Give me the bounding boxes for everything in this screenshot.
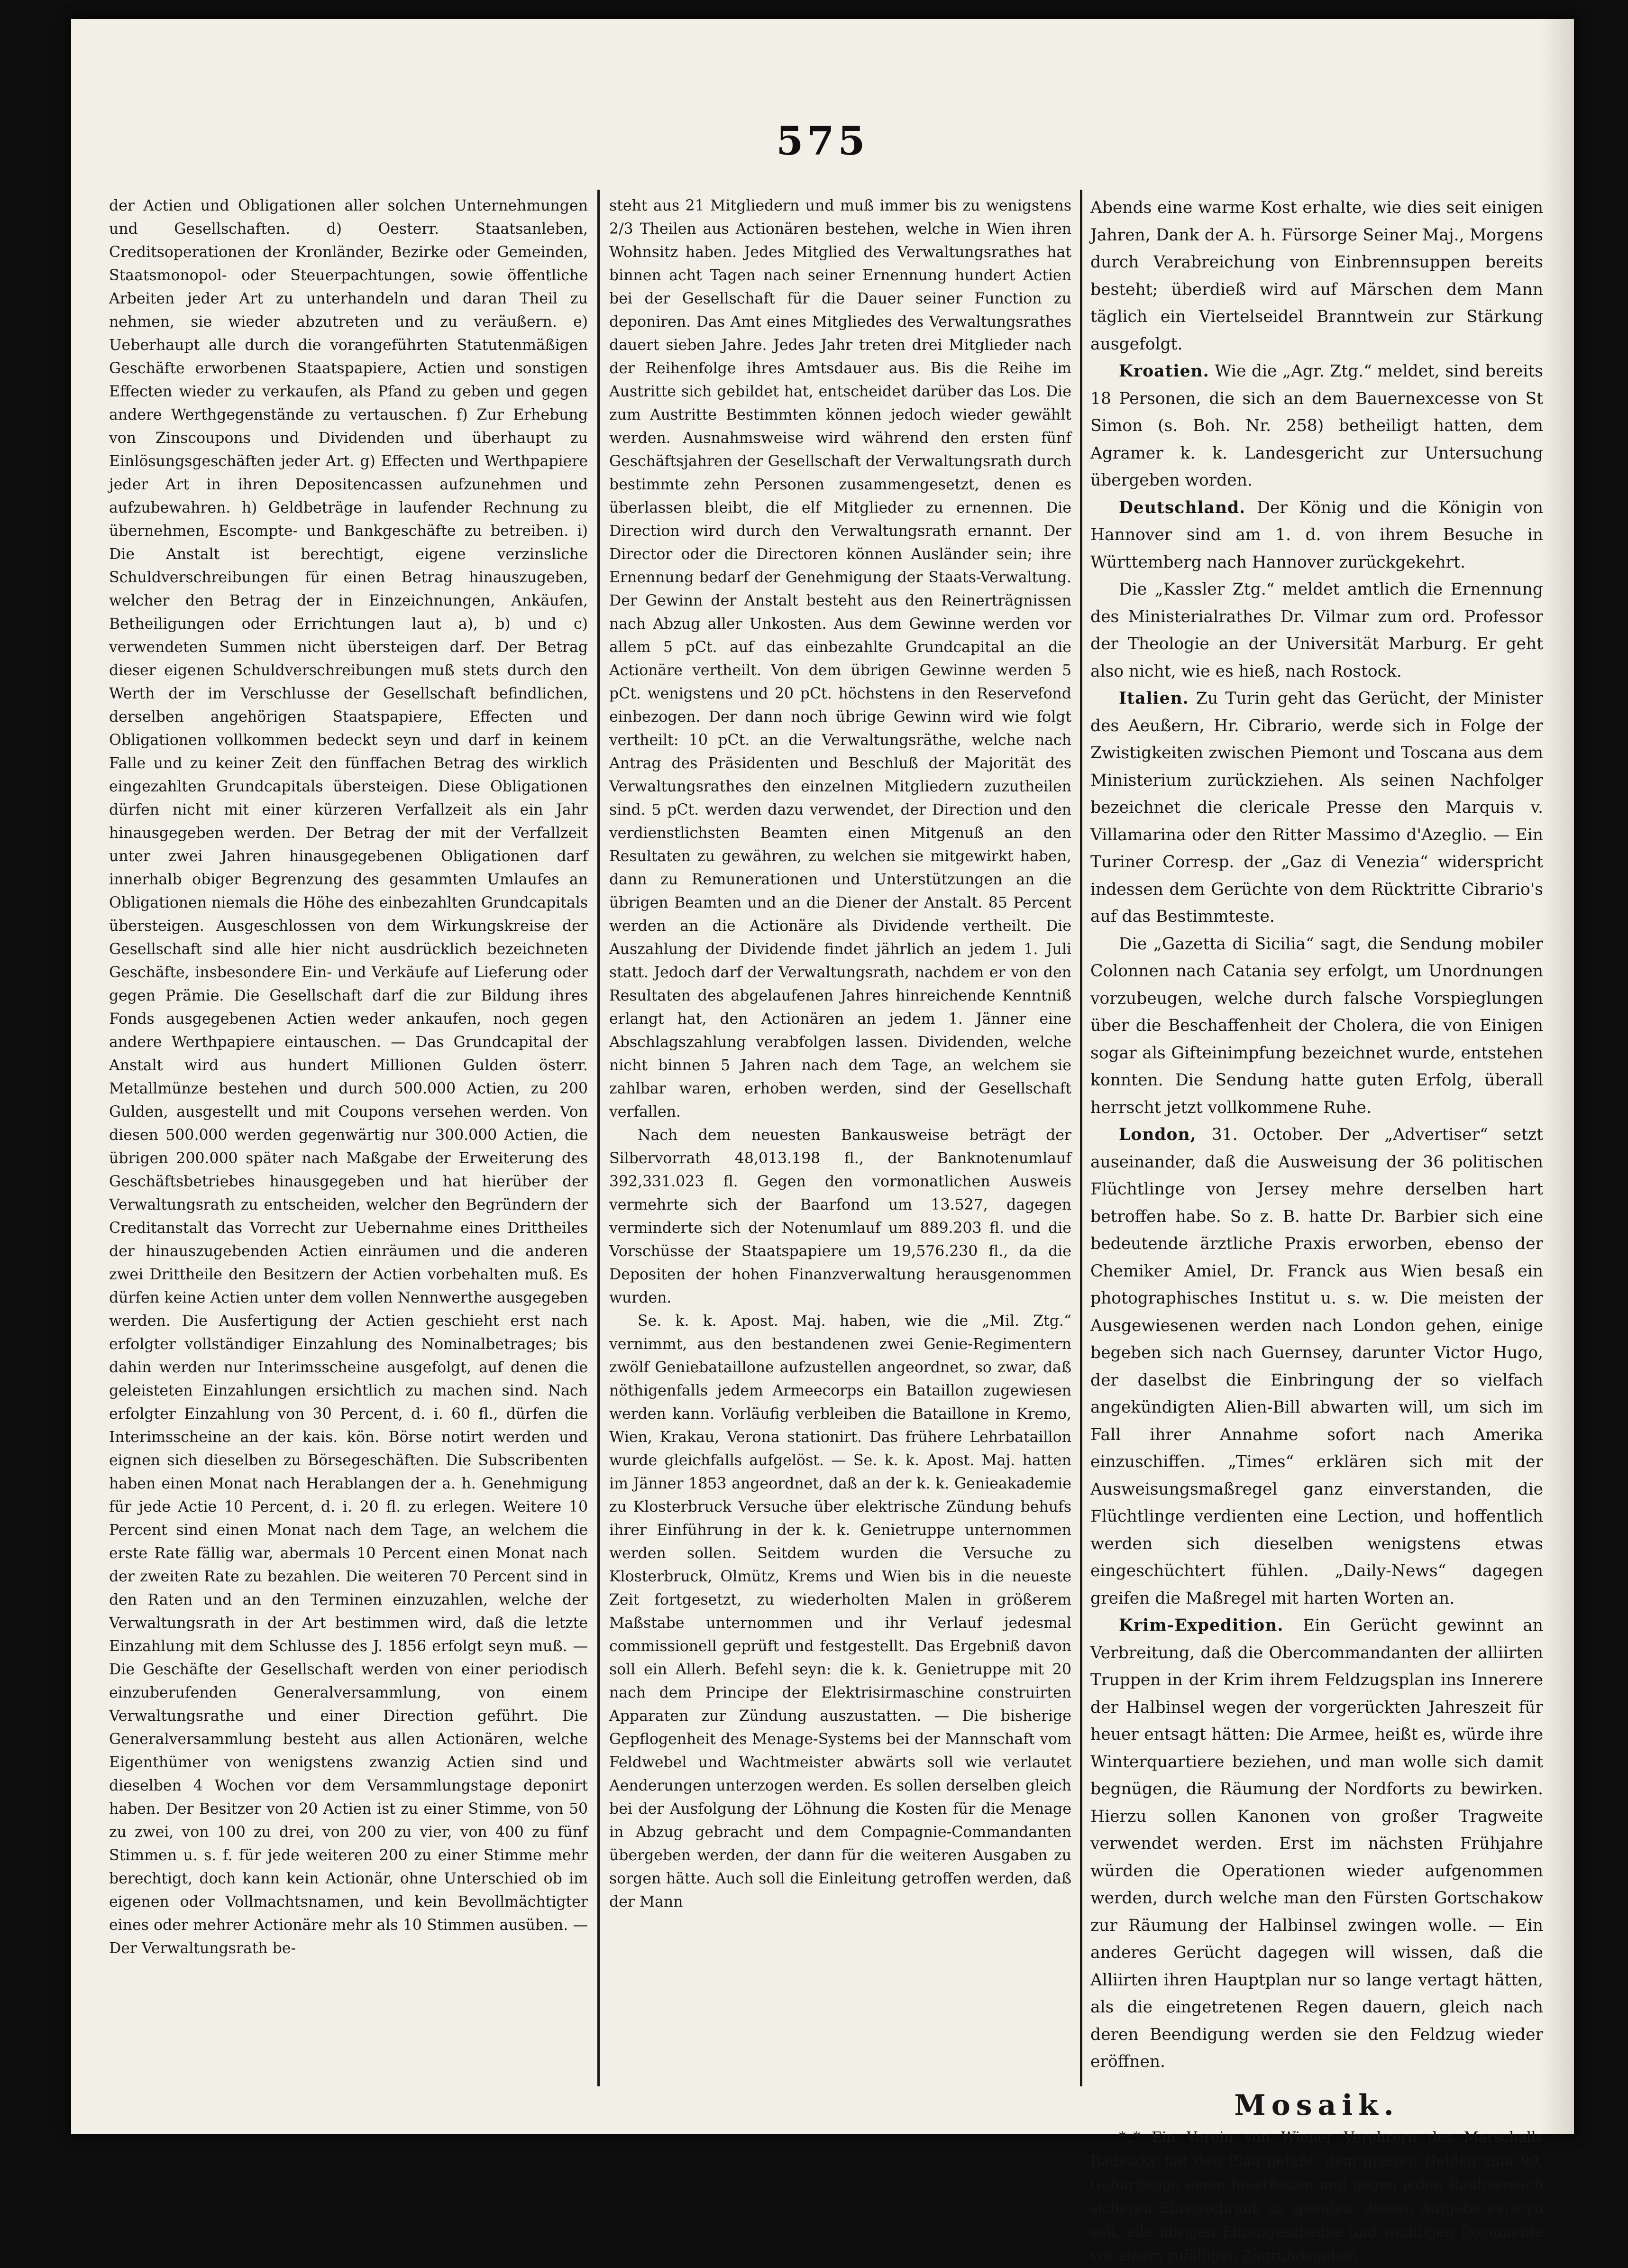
article-kroatien — [1090, 358, 1543, 495]
text-krim: Ein Gerücht gewinnt an Verbreitung, daß die Obercommandanten der alliirten Truppen in der Krim ihrem Feldzugsplan ins Innerere der Halbinsel wegen der vorgerückten Jahreszeit für heuer entsagt hätten: Die Armee, heißt es, würde ihre Winterquartiere beziehen, und man wolle sich damit begnügen, die Räumung der Nordforts zu bewirken. Hierzu sollen Kanonen von großer Tragweite verwendet werden. Erst im nächsten Frühjahre würden die Operationen wieder aufgenommen werden, durch welche man den Fürsten Gortschakow zur Räumung der Halbinsel zwingen wolle. — Ein anderes Gerücht dagegen will wissen, daß die Alliirten ihren Hauptplan nur so lange vertagt hätten, als die eingetretenen Regen dauern, gleich nach deren Beendigung werden sie den Feldzug wieder eröffnen. — [1090, 1616, 1544, 2071]
article-creditanstalt-continued: steht aus 21 Mitgliedern und muß immer bis zu wenigstens 2/3 Theilen aus Actionären bestehen, welche in Wien ihren Wohnsitz haben. Jedes Mitglied des Verwaltungsrathes hat binnen acht Tagen nach seiner Ernennung hundert Actien bei der Gesellschaft für die Dauer seiner Function zu deponiren. Das Amt eines Mitgliedes des Verwaltungsrathes dauert sieben Jahre. Jedes Jahr treten drei Mitglieder nach der Reihenfolge ihres Amtsdauer aus. Bis die Reihe im Austritte sich gebildet hat, entscheidet darüber das Los. Die zum Austritte Bestimmten können jedoch wieder gewählt werden. Ausnahmsweise wird während den ersten fünf Geschäftsjahren der Gesellschaft der Verwaltungsrath durch bestimmte zehn Personen zusammengesetzt, denen es überlassen bleibt, die elf Mitglieder zu ernennen. Die Direction wird durch den Verwaltungsrath ernannt. Der Director oder die Directoren können Ausländer sein; ihre Ernennung bedarf der Genehmigung der Staats-Verwaltung. Der Gewinn der Anstalt besteht aus den Reinerträgnissen nach Abzug aller Unkosten. Aus dem Gewinne werden vor allem 5 pCt. auf das einbezahlte Grundcapital an die Actionäre vertheilt. Von dem übrigen Gewinne werden 5 pCt. wenigstens und 20 pCt. höchstens in den Reservefond einbezogen. Der dann noch übrige Gewinn wird wie folgt vertheilt: 10 pCt. an die Verwaltungsräthe, welche nach Antrag des Präsidenten und Beschluß der Majorität des Verwaltungsrathes den einzelnen Mitgliedern zuzutheilen sind. 5 pCt. werden dazu verwendet, der Direction und den verdienstlichsten Beamten einen Mitgenuß an den Resultaten zu gewähren, zu welchen sie mitgewirkt haben, dann zu Remunerationen und Unterstützungen an die übrigen Beamten und an die Diener der Anstalt. 85 Percent werden an die Actionäre als Dividende vertheilt. Die Auszahlung der Dividende findet jährlich an jedem 1. Juli statt. Jedoch darf der Verwaltungsrath, nachdem er von den Resultaten des abgelaufenen Jahres hinreichende Kenntniß erlangt hat, den Actionären an jedem 1. Jänner eine Abschlagszahlung verabfolgen lassen. Dividenden, welche nicht binnen 5 Jahren nach dem Tage, an welchem sie zahlbar waren, erhoben werden, sind der Gesellschaft verfallen. — [609, 197, 1071, 1120]
text-kroatien: Wie die „Agr. Ztg.“ meldet, sind bereits 18 Personen, die sich an dem Bauernexcesse von St Simon (s. Boh. Nr. 258) betheiligt hatten, dem Agramer k. k. Landesgericht zur Untersuchung übergeben worden. — [1090, 362, 1543, 490]
heading-deutschland: Deutschland. — [1119, 498, 1246, 517]
section-title-mosaik: Mosaik. — [1234, 2088, 1399, 2122]
text-london: 31. October. Der „Advertiser“ setzt auseinander, daß die Ausweisung der 36 politischen Flüchtlinge von Jersey mehre derselben hart betroffen habe. So z. B. hatte Dr. Barbier sich eine bedeutende ärztliche Praxis erworben, ebenso der Chemiker Amiel, Dr. Franck aus Wien besaß ein photographisches Institut u. s. w. Die meisten der Ausgewiesenen werden nach London gehen, einige begeben sich nach Guernsey, darunter Victor Hugo, der daselbst die Einbringung der so vielfach angekündigten Alien-Bill abwarten will, um sich im Fall ihrer Annahme sofort nach Amerika einzuschiffen. „Times“ erklären sich mit der Ausweisungsmaßregel ganz einverstanden, die Flüchtlinge verdienten eine Lection, und hoffentlich werden sich dieselben wenigstens etwas eingeschüchtert fühlen. „Daily-News“ dagegen greifen die Maßregel mit harten Worten an. — [1090, 1125, 1544, 1608]
heading-krim: Krim-Expedition. — [1119, 1616, 1284, 1635]
page-edge-shadow — [1541, 19, 1574, 2134]
text-deutschland: Der König und die Königin von Hannover sind am 1. d. von ihrem Besuche in Württemberg nach Hannover zurückgekehrt. — [1090, 498, 1544, 572]
article-italien — [1090, 685, 1543, 931]
column-middle — [609, 194, 1071, 2067]
article-bankausweis: Nach dem neuesten Bankausweise beträgt der Silbervorrath 48,013.198 fl., der Banknotenumlauf 392,331.023 fl. Gegen den vormonatlichen Ausweis vermehrte sich der Baarfond um 13.527, dagegen verminderte sich der Notenumlauf um 889.203 fl. und die Vorschüsse der Staatspapiere um 19,576.230 fl., da die Depositen der hohen Finanzverwaltung herausgenommen wurden. — [609, 1127, 1071, 1306]
article-geniebataillone: Se. k. k. Apost. Maj. haben, wie die „Mil. Ztg.“ vernimmt, aus den bestandenen zwei Genie-Regimentern zwölf Geniebataillone aufzustellen angeordnet, so zwar, daß nöthigenfalls jedem Armeecorps ein Bataillon zugewiesen werden kann. Vorläufig verbleiben die Bataillone in Kremo, Wien, Krakau, Verona stationirt. Das frühere Lehrbataillon wurde gleichfalls aufgelöst. — Se. k. k. Apost. Maj. hatten im Jänner 1853 angeordnet, daß an der k. k. Genieakademie zu Klosterbruck Versuche über elektrische Zündung behufs ihrer Einführung in der k. k. Genietruppe unternommen werden sollen. Seitdem wurden die Versuche zu Klosterbruck, Olmütz, Krems und Wien bis in die neueste Zeit fortgesetzt, zu wiederholten Malen in größerem Maßstabe unternommen und ihr Verlauf jedesmal commissionell geprüft und festgestellt. Das Ergebniß davon soll ein Allerh. Befehl seyn: die k. k. Genietruppe mit 20 nach dem Principe der Elektrisirmaschine construirten Apparaten zur Zündung auszustatten. — Die bisherige Gepflogenheit des Menage-Systems bei der Mannschaft vom Feldwebel und Wachtmeister abwärts soll wie verlautet Aenderungen unterzogen werden. Es sollen derselben gleich bei der Ausfolgung der Löhnung die Kosten für die Menage in Abzug gebracht und dem Compagnie-Commandanten übergeben werden, der dann für die weiteren Ausgaben zu sorgen hätte. Auch soll die Einleitung getroffen werden, daß der Mann — [609, 1313, 1071, 1910]
article-sicilia: Die „Gazetta di Sicilia“ sagt, die Sendung mobiler Colonnen nach Catania sey erfolgt, um Unordnungen vorzubeugen, welche durch falsche Vorspieglungen über die Beschaffenheit der Cholera, die von Einigen sogar als Gifteinimpfung bezeichnet wurde, entstehen konnten. Die Sendung hatte guten Erfolg, überall herrscht jetzt vollkommene Ruhe. — [1090, 934, 1543, 1117]
heading-kroatien: Kroatien. — [1119, 362, 1209, 381]
article-mosaik-radetzky: *„* Ein Verein von Wiener Verehrern des Marschalls Radetzky hat den Plan gefaßt, dem greisen Helden zum 90. Geburtstage einen feuerfesten und gegen jeden Raubversuch sicheren Ehrenschrank zu spenden, dessen Aufgabe es seyn soll, alle übrigen Ehrengeschenke und wichtigen Documente vor einem zufälligen Zugrundegehen — [1090, 2129, 1543, 2264]
page-number: 575 — [776, 119, 869, 164]
article-creditanstalt-statutes: der Actien und Obligationen aller solchen Unternehmungen und Gesellschaften. d) Oesterr. Staatsanleben, Creditsoperationen der Kronländer, Bezirke oder Gemeinden, Staatsmonopol- oder Steuerpachtungen, sowie öffentliche Arbeiten jeder Art zu unterhandeln und daran Theil zu nehmen, sie wieder abzutreten und zu veräußern. e) Ueberhaupt alle durch die vorangeführten Statutenmäßigen Geschäfte erworbenen Staatspapiere, Actien und sonstigen Effecten wieder zu verkaufen, als Pfand zu geben und gegen andere Werthgegenstände zu vertauschen. f) Zur Erhebung von Zinscoupons und Dividenden und überhaupt zu Einlösungsgeschäften jeder Art. g) Effecten und Werthpapiere jeder Art in ihren Depositencassen aufzunehmen und aufzubewahren. h) Geldbeträge in laufender Rechnung zu übernehmen, Escompte- und Bankgeschäfte zu betreiben. i) Die Anstalt ist berechtigt, eigene verzinsliche Schuldverschreibungen für einen Betrag hinauszugeben, welcher den Betrag der in Einzeichnungen, Ankäufen, Betheiligungen oder Errichtungen laut a), b) und c) verwendeten Summen nicht übersteigen darf. Der Betrag dieser eigenen Schuldverschreibungen muß stets durch den Werth der im Verschlusse der Gesellschaft befindlichen, derselben angehörigen Staatspapiere, Effecten und Obligationen vollkommen bedeckt seyn und darf in keinem Falle und zu keiner Zeit den fünffachen Betrag des wirklich eingezahlten Grundcapitals übersteigen. Diese Obligationen dürfen nicht mit einer kürzeren Verfallzeit als ein Jahr hinausgegeben werden. Der Betrag der mit der Verfallzeit unter zwei Jahren hinausgegebenen Obligationen darf innerhalb obiger Begrenzung des gesammten Umlaufes an Obligationen niemals die Höhe des einbezahlten Grundcapitals übersteigen. Ausgeschlossen von dem Wirkungskreise der Gesellschaft sind alle hier nicht ausdrücklich bezeichneten Geschäfte, insbesondere Ein- und Verkäufe auf Lieferung oder gegen Prämie. Die Gesellschaft darf die zur Bildung ihres Fonds ausgegebenen Actien weder ankaufen, noch gegen andere Werthpapiere eintauschen. — Das Grundcapital der Anstalt wird aus hundert Millionen Gulden österr. Metallmünze bestehen und durch 500.000 Actien, zu 200 Gulden, ausgestellt und mit Coupons versehen werden. Von diesen 500.000 werden gegenwärtig nur 300.000 Actien, die übrigen 200.000 später nach Maßgabe der Erweiterung des Geschäftsbetriebes hinausgegeben und hat hierüber der Verwaltungsrath zu entscheiden, welcher den Begründern der Creditanstalt das Vorrecht zur Uebernahme eines Drittheiles der hinauszugebenden Actien einräumen und die anderen zwei Drittheile den Besitzern der Actien vorbehalten muß. Es dürfen keine Actien unter dem vollen Nennwerthe ausgegeben werden. Die Ausfertigung der Actien geschieht erst nach erfolgter vollständiger Einzahlung des Nominalbetrages; bis dahin werden nur Interimsscheine ausgefolgt, auf denen die geleisteten Einzahlungen ersichtlich zu machen sind. Nach erfolgter Einzahlung von 30 Percent, d. i. 60 fl., dürfen die Interimsscheine an der kais. kön. Börse notirt werden und eignen sich dieselben zu Börsegeschäften. Die Subscribenten haben einen Monat nach Herablangen der a. h. Genehmigung für jede Actie 10 Percent, d. i. 20 fl. zu erlegen. Weitere 10 Percent sind einen Monat nach dem Tage, an welchem die erste Rate fällig war, abermals 10 Percent einen Monat nach der zweiten Rate zu bezahlen. Die weiteren 70 Percent sind in den Raten und an den Terminen einzuzahlen, welche der Verwaltungsrath in der Art bestimmen wird, daß die letzte Einzahlung mit dem Schlusse des J. 1856 erfolgt seyn muß. — Die Geschäfte der Gesellschaft werden von einer periodisch einzuberufenden Generalversammlung, von einem Verwaltungsrathe und einer Direction geführt. Die Generalversammlung besteht aus allen Actionären, welche Eigenthümer von wenigstens zwanzig Actien sind und dieselben 4 Wochen vor dem Versammlungstage deponirt haben. Der Besitzer von 20 Actien ist zu einer Stimme, von 50 zu zwei, von 100 zu drei, von 200 zu vier, von 400 zu fünf Stimmen u. s. f. für jede weiteren 200 zu einer Stimme mehr berechtigt, doch kann kein Actionär, ohne Unterschied ob im eigenen oder Vollmachtsnamen, und kein Bevollmächtigter eines oder mehrer Actionäre mehr als 10 Stimmen ausüben. — Der Verwaltungsrath be- — [109, 197, 588, 1957]
article-krim — [1090, 1612, 1543, 2076]
column-rule-left — [597, 190, 600, 2086]
heading-london: London, — [1119, 1125, 1197, 1144]
heading-italien: Italien. — [1119, 689, 1189, 708]
newspaper-page — [71, 19, 1574, 2264]
column-left — [109, 194, 588, 2067]
article-deutschland — [1090, 495, 1543, 577]
column-rule-right — [1080, 190, 1082, 2086]
column-right — [1090, 194, 1544, 2264]
article-kassel: Die „Kassler Ztg.“ meldet amtlich die Ernennung des Ministerialrathes Dr. Vilmar zum ord. Professor der Theologie an der Universität Marburg. Er geht also nicht, wie es hieß, nach Rostock. — [1090, 580, 1543, 681]
article-london — [1090, 1121, 1543, 1612]
article-menage-continued: Abends eine warme Kost erhalte, wie dies seit einigen Jahren, Dank der A. h. Fürsorge Seiner Maj., Morgens durch Verabreichung von Einbrennsuppen bereits besteht; überdieß wird auf Märschen dem Mann täglich ein Viertelseidel Branntwein zur Stärkung ausgefolgt. — [1090, 198, 1543, 354]
text-italien: Zu Turin geht das Gerücht, der Minister des Aeußern, Hr. Cibrario, werde sich in Folge der Zwistigkeiten zwischen Piemont und Toscana aus dem Ministerium zurückziehen. Als seinen Nachfolger bezeichnet die clericale Presse den Marquis v. Villamarina oder den Ritter Massimo d'Azeglio. — Ein Turiner Corresp. der „Gaz di Venezia“ widerspricht indessen dem Gerüchte von dem Rücktritte Cibrario's auf das Bestimmteste. — [1090, 689, 1543, 926]
